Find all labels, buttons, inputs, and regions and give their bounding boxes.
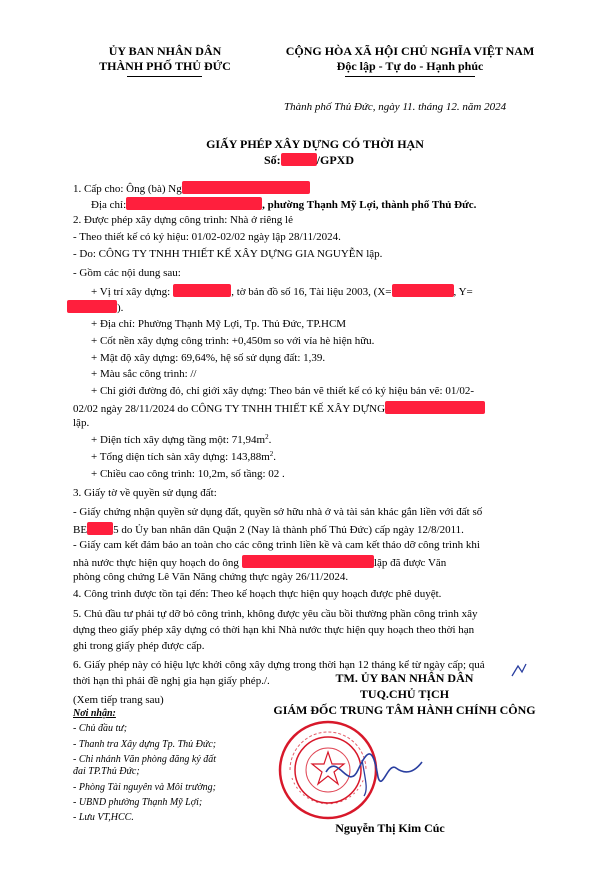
s1-label: 1. Cấp cho: Ông (bà) Ng <box>73 183 182 195</box>
s3-title: 3. Giấy tờ về quyền sử dụng đất: <box>73 487 217 499</box>
area-total-sup: 2 <box>269 450 274 458</box>
design-number: - Theo thiết kế có ký hiệu: 01/02-02/02 ngày lập 28/11/2024. <box>73 231 341 243</box>
s1-addr-label: Địa chỉ: <box>91 199 127 211</box>
design-by: - Do: CÔNG TY TNHH THIẾT KẾ XÂY DỰNG GIA NGUYỄN lập. <box>73 248 383 260</box>
recipient-item: - Phòng Tài nguyên và Môi trường; <box>73 782 216 793</box>
redaction <box>173 284 231 297</box>
location-y: , Y= <box>453 286 473 298</box>
area-first-floor: + Diện tích xây dựng tầng một: $71,94m^2$. <box>91 433 272 446</box>
redaction <box>242 555 374 568</box>
s1-address <box>91 197 476 211</box>
redaction <box>281 153 317 166</box>
color-line: + Màu sắc công trình: // <box>91 368 197 380</box>
signature-line2: TUQ.CHỦ TỊCH <box>359 687 450 701</box>
location-map: , tờ bản đồ số 16, Tài liệu 2003, (X= <box>231 286 392 298</box>
handwritten-signature-icon <box>318 732 428 802</box>
signature-line1: TM. ỦY BAN NHÂN DÂN <box>335 671 474 685</box>
signature-line3: GIÁM ĐỐC TRUNG TÂM HÀNH CHÍNH CÔNG <box>273 703 536 717</box>
initial-mark-icon <box>508 660 530 682</box>
density-line: + Mật độ xây dựng: 69,64%, hệ số sử dụng đất: 1,39. <box>91 352 326 364</box>
s5-line2: dựng theo giấy phép xây dựng có thời hạn khi Nhà nước thực hiện quy hoạch theo thời hạn <box>73 624 475 636</box>
redaction <box>392 284 454 297</box>
recipient-item: - Chủ đầu tư; <box>73 723 128 734</box>
motto-underline <box>345 76 475 77</box>
number-prefix: Số: <box>264 153 281 167</box>
boundary-line1: + Chỉ giới đường đỏ, chỉ giới xây dựng: Theo bản vẽ thiết kế có ký hiệu bản vẽ: 01/02- <box>91 385 475 397</box>
boundary-text: 02/02 ngày 28/11/2024 do CÔNG TY TNHH THIẾT KẾ XÂY DỰNG <box>73 403 386 415</box>
s6-line2: thời hạn thì phải đề nghị gia hạn giấy phép./. <box>73 675 270 687</box>
signer-name: Nguyễn Thị Kim Cúc <box>335 821 445 835</box>
redaction <box>87 522 113 535</box>
s3-b2-prefix: nhà nước thực hiện quy hoạch do ông <box>73 557 239 569</box>
recipient-item: đai TP.Thủ Đức; <box>73 766 140 777</box>
s5-line1: 5. Chủ đầu tư phải tự dỡ bỏ công trình, không được yêu cầu bồi thường phần công trình xây <box>73 608 478 620</box>
contents-label: - Gồm các nội dung sau: <box>73 267 181 279</box>
s3-a2-suffix: 5 do Ủy ban nhân dân Quận 2 (Nay là thành phố Thủ Đức) cấp ngày 12/8/2011. <box>113 524 464 536</box>
date-line: Thành phố Thủ Đức, ngày 11. tháng 12. năm 2024 <box>284 101 507 113</box>
s3-b2-suffix: lập đã được Văn <box>373 557 447 569</box>
s4-line: 4. Công trình được tồn tại đến: Theo kế hoạch thực hiện quy hoạch được phê duyệt. <box>73 588 442 600</box>
location-line2 <box>67 300 123 314</box>
boundary-line2 <box>73 401 485 415</box>
area-total: + Tổng diện tích sàn xây dựng: $143,88m^2$. <box>91 450 277 463</box>
area-total-text: + Tổng diện tích sàn xây dựng: 143,88m <box>91 451 270 463</box>
s3-a1: - Giấy chứng nhận quyền sử dụng đất, quyền sở hữu nhà ở và tài sản khác gắn liền với đất số <box>73 506 483 518</box>
s5-line3: ghi trong giấy phép được cấp. <box>73 640 205 652</box>
s3-a2 <box>73 522 464 536</box>
recipients-title: Nơi nhận: <box>73 708 116 719</box>
s3-b3: phòng công chứng Lê Văn Năng chứng thực ngày 26/11/2024. <box>73 571 349 583</box>
redaction <box>67 300 117 313</box>
nation-title: CỘNG HÒA XÃ HỘI CHỦ NGHĨA VIỆT NAM <box>285 44 535 58</box>
s6-line1: 6. Giấy phép này có hiệu lực khởi công xây dựng trong thời hạn 12 tháng kể từ ngày cấp; quá <box>73 659 485 671</box>
agency-name-line2: THÀNH PHỐ THỦ ĐỨC <box>99 59 231 73</box>
s3-b2 <box>73 555 446 569</box>
area1-sup: 2 <box>265 433 269 441</box>
recipient-item: - Thanh tra Xây dựng Tp. Thủ Đức; <box>73 739 217 750</box>
number-suffix: /GPXD <box>316 153 355 167</box>
document-number <box>264 153 354 168</box>
height-line: + Chiều cao công trình: 10,2m, số tầng: 02 . <box>91 468 285 480</box>
location-line <box>91 284 473 298</box>
agency-underline <box>127 76 202 77</box>
redaction <box>182 181 310 194</box>
nation-motto: Độc lập - Tự do - Hạnh phúc <box>336 59 484 73</box>
location-end: ). <box>117 302 124 314</box>
boundary-line3: lập. <box>73 417 90 429</box>
s3-b1: - Giấy cam kết đảm bảo an toàn cho các công trình liền kề và cam kết tháo dỡ công trình khi <box>73 539 480 551</box>
redaction <box>126 197 262 210</box>
s3-a2-prefix: BE <box>73 524 88 536</box>
s1-recipient <box>73 181 310 195</box>
location-label: + Vị trí xây dựng: <box>91 286 171 298</box>
recipient-item: - Chi nhánh Văn phòng đăng ký đất <box>73 754 217 765</box>
s1-addr-value: , phường Thạnh Mỹ Lợi, thành phố Thủ Đức. <box>262 199 477 211</box>
agency-name-line1: ỦY BAN NHÂN DÂN <box>108 44 222 58</box>
redaction <box>385 401 485 414</box>
s2-line: 2. Được phép xây dựng công trình: Nhà ở riêng lẻ <box>73 214 293 226</box>
area1-text: + Diện tích xây dựng tầng một: 71,94m <box>91 434 266 446</box>
recipient-item: - Lưu VT,HCC. <box>73 812 134 823</box>
recipient-item: - UBND phường Thạnh Mỹ Lợi; <box>73 797 203 808</box>
foundation-line: + Cốt nền xây dựng công trình: +0,450m so với vỉa hè hiện hữu. <box>91 335 375 347</box>
document-title: GIẤY PHÉP XÂY DỰNG CÓ THỜI HẠN <box>206 137 424 151</box>
address-line: + Địa chỉ: Phường Thạnh Mỹ Lợi, Tp. Thủ Đức, TP.HCM <box>91 318 347 330</box>
continued-note: (Xem tiếp trang sau) <box>73 694 164 706</box>
